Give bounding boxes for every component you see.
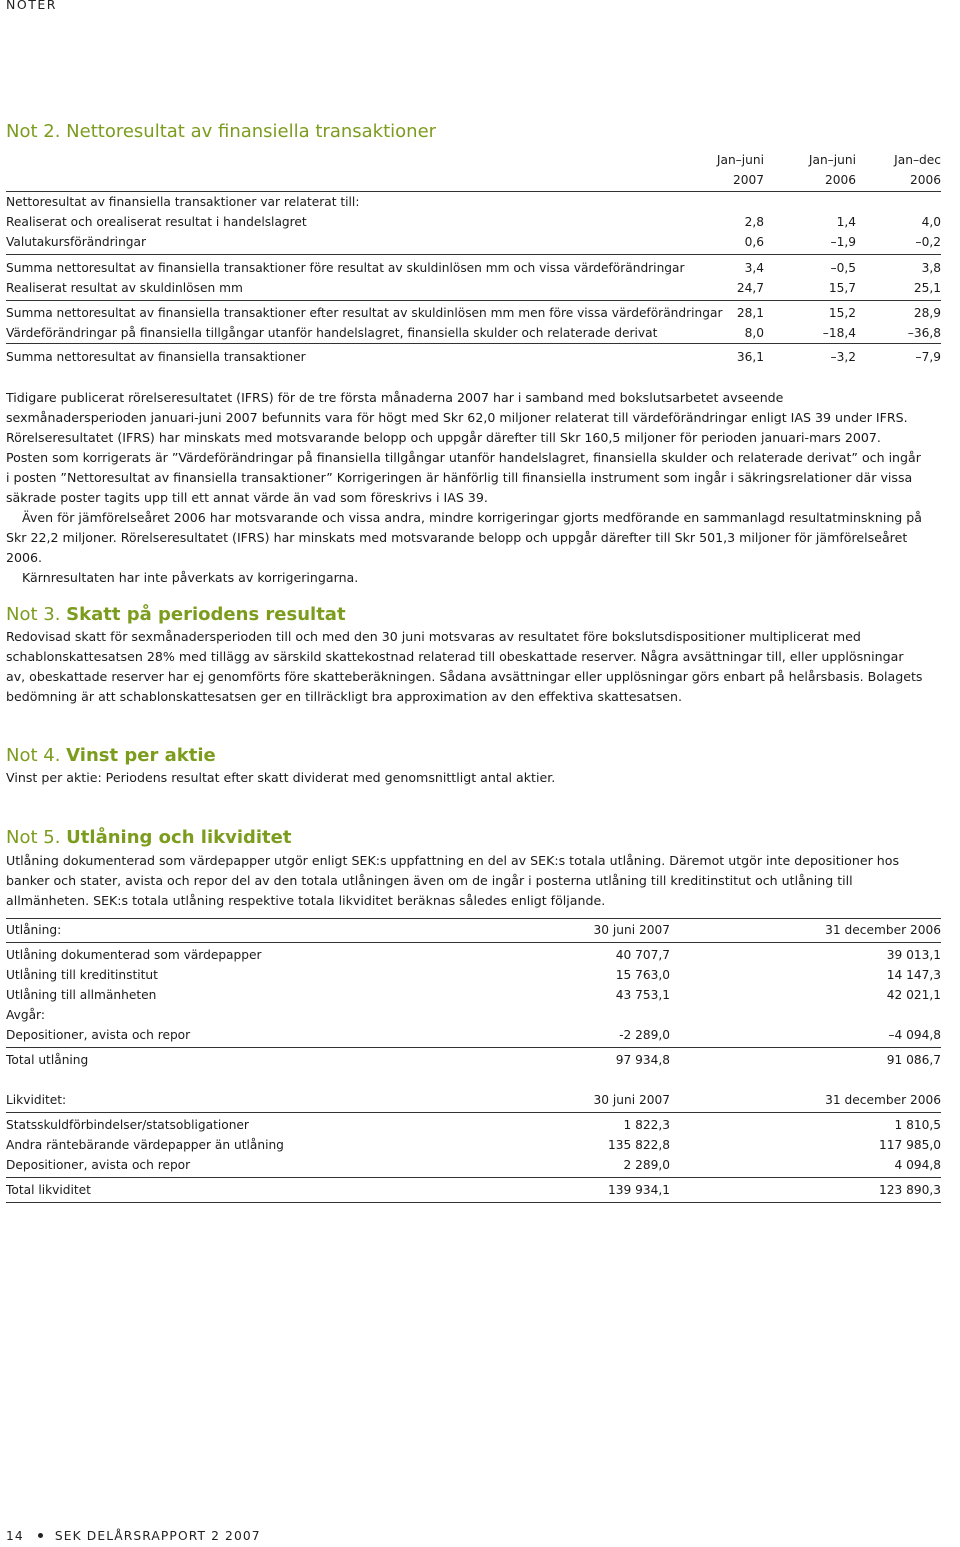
- note4-heading: [6, 745, 216, 766]
- table-cell: 4,0: [921, 215, 941, 229]
- note4-number: Not 4.: [6, 745, 61, 766]
- paragraph: Kärnresultaten har inte påverkats av korrigeringarna.: [22, 570, 359, 585]
- table-row-label: Utlåning dokumenterad som värdepapper: [6, 948, 262, 962]
- note2-title: Nettoresultat av finansiella transaktioner: [66, 121, 437, 142]
- note4-title: Vinst per aktie: [66, 745, 216, 766]
- intro-row: Nettoresultat av finansiella transaktioner var relaterat till:: [6, 195, 360, 209]
- table-cell: 135 822,8: [607, 1138, 670, 1152]
- table-rule: [6, 1202, 941, 1203]
- note5-number: Not 5.: [6, 827, 61, 848]
- table-cell: –4 094,8: [888, 1028, 941, 1042]
- note4-text: [6, 768, 924, 788]
- note3-number: Not 3.: [6, 604, 61, 625]
- table-cell: 14 147,3: [886, 968, 941, 982]
- table-rule: [6, 191, 941, 192]
- bullet-icon: [38, 1533, 43, 1538]
- table-rule: [6, 942, 941, 943]
- table-rule: [6, 918, 941, 919]
- table-cell: 28,9: [913, 306, 941, 320]
- page-footer: [6, 1529, 261, 1543]
- paragraph: Utlåning dokumenterad som värdepapper utgör enligt SEK:s uppfattning en del av SEK:s totala utlåning. Däremot utgör inte depositioner hos banker och stater, avista och repor del av den totala utlåningen även om de ingår i posterna utlåning till kreditinstitut och utlåning till allmänheten. SEK:s totala utlåning respektive totala likviditet beräknas således enligt följande.: [6, 853, 899, 908]
- liquidity-header-col1: 30 juni 2007: [593, 1093, 670, 1107]
- note2-number: Not 2.: [6, 121, 61, 142]
- paragraph: Även för jämförelseåret 2006 har motsvarande och vissa andra, mindre korrigeringar gjorts medförande en sammanlagd resultatminskning på Skr 22,2 miljoner. Rörelseresultatet (IFRS) har minskats med motsvarande belopp och uppgår därefter till Skr 501,3 miljoner för jämförelseåret 2006.: [6, 510, 923, 565]
- table-cell: 40 707,7: [615, 948, 670, 962]
- table-row-label: Värdeförändringar på finansiella tillgångar utanför handelslagret, finansiella skulder och relaterade derivat: [6, 326, 658, 340]
- table-cell: 0,6: [744, 235, 764, 249]
- note5-text: [6, 851, 924, 911]
- table-cell: 1 810,5: [894, 1118, 941, 1132]
- liquidity-header-label: Likviditet:: [6, 1093, 67, 1107]
- table-row-label: Avgår:: [6, 1008, 45, 1022]
- table-cell: –3,2: [830, 350, 856, 364]
- table-row-label: Utlåning till allmänheten: [6, 988, 157, 1002]
- table-cell: 2,8: [744, 215, 764, 229]
- note3-text: [6, 627, 924, 707]
- table-cell: 4 094,8: [894, 1158, 941, 1172]
- table-cell: 91 086,7: [886, 1053, 941, 1067]
- table-cell: 117 985,0: [878, 1138, 941, 1152]
- table-row-label: Summa nettoresultat av finansiella transaktioner efter resultat av skuldinlösen mm men före vissa värdeförändringar: [6, 306, 723, 320]
- table-row-label: Depositioner, avista och repor: [6, 1158, 191, 1172]
- table-cell: –7,9: [915, 350, 941, 364]
- table-row-label: Realiserat resultat av skuldinlösen mm: [6, 281, 243, 295]
- table-row-label: Statsskuldförbindelser/statsobligationer: [6, 1118, 249, 1132]
- table-rule: [6, 300, 941, 301]
- table-row-label: Depositioner, avista och repor: [6, 1028, 191, 1042]
- table-cell: 15 763,0: [615, 968, 670, 982]
- document-title: SEK DELÅRSRAPPORT 2 2007: [54, 1529, 261, 1543]
- table-cell: 43 753,1: [615, 988, 670, 1002]
- table-cell: 36,1: [736, 350, 764, 364]
- paragraph: Tidigare publicerat rörelseresultatet (IFRS) för de tre första månaderna 2007 har i samband med bokslutsarbetet avseende sexmånadersperioden januari-juni 2007 befunnits vara för högt med Skr 62,0 miljoner relaterat till värdeförändringar enligt IAS 39 under IFRS. Rörelseresultatet (IFRS) har minskats med motsvarande belopp och uppgår därefter till Skr 160,5 miljoner för perioden januari-mars 2007. Posten som korrigerats är ”Värdeförändringar på finansiella tillgångar utanför handelslagret, finansiella skulder och relaterade derivat” och ingår i posten ”Nettoresultat av finansiella transaktioner” Korrigeringen är hänförlig till finansiella instrument som ingår i säkringsrelationer där vissa säkrade poster tagits upp till ett annat värde än vad som föreskrivs i IAS 39.: [6, 390, 921, 505]
- table-row-label: Utlåning till kreditinstitut: [6, 968, 158, 982]
- table-cell: –36,8: [907, 326, 941, 340]
- note3-title: Skatt på periodens resultat: [66, 604, 346, 625]
- table-cell: 97 934,8: [615, 1053, 670, 1067]
- table-cell: 24,7: [736, 281, 764, 295]
- table-cell: -2 289,0: [619, 1028, 670, 1042]
- table-cell: 15,7: [828, 281, 856, 295]
- table-cell: 1,4: [836, 215, 856, 229]
- table-cell: –1,9: [830, 235, 856, 249]
- note2-text: [6, 388, 924, 588]
- page-number: 14: [6, 1529, 24, 1543]
- table-row-label: Summa nettoresultat av finansiella transaktioner: [6, 350, 306, 364]
- table-cell: 15,2: [828, 306, 856, 320]
- note2-heading: [6, 121, 436, 142]
- table-cell: 25,1: [913, 281, 941, 295]
- table-cell: 8,0: [744, 326, 764, 340]
- table-rule: [6, 1047, 941, 1048]
- table-cell: 1 822,3: [623, 1118, 670, 1132]
- table-cell: 3,8: [921, 261, 941, 275]
- table-cell: –0,5: [830, 261, 856, 275]
- note5-heading: [6, 827, 291, 848]
- table-cell: 42 021,1: [886, 988, 941, 1002]
- table-cell: –0,2: [915, 235, 941, 249]
- lending-header-label: Utlåning:: [6, 923, 62, 937]
- total-row-label: Total utlåning: [6, 1053, 89, 1067]
- table-cell: –18,4: [822, 326, 856, 340]
- table-rule: [6, 1112, 941, 1113]
- table-cell: 123 890,3: [878, 1183, 941, 1197]
- table-rule: [6, 254, 941, 255]
- table-cell: 2 289,0: [623, 1158, 670, 1172]
- table-rule: [6, 343, 941, 344]
- table-rule: [6, 1177, 941, 1178]
- table-cell: 39 013,1: [886, 948, 941, 962]
- table-row-label: Realiserat och orealiserat resultat i handelslagret: [6, 215, 307, 229]
- col1-header: Jan–juni 2007: [716, 153, 764, 187]
- total-row-label: Total likviditet: [6, 1183, 91, 1197]
- lending-header-col2: 31 december 2006: [825, 923, 941, 937]
- table-row-label: Valutakursförändringar: [6, 235, 147, 249]
- table-row-label: Andra räntebärande värdepapper än utlåning: [6, 1138, 284, 1152]
- note5-title: Utlåning och likviditet: [66, 827, 292, 848]
- paragraph: Redovisad skatt för sexmånadersperioden till och med den 30 juni motsvaras av resultatet före bokslutsdispositioner multiplicerat med schablonskattesatsen 28% med tillägg av särskild skattekostnad relaterad till obeskattade reserver. Några avsättningar till, eller upplösningar av, obeskattade reserver har ej genomförts före skatteberäkningen. Sådana avsättningar eller upplösningar görs enbart på helårsbasis. Bolagets bedömning är att schablonskattesatsen ger en tillräckligt bra approximation av den effektiva skattesatsen.: [6, 629, 923, 704]
- section-header: NOTER: [6, 0, 57, 12]
- note3-heading: [6, 604, 346, 625]
- table-cell: 28,1: [736, 306, 764, 320]
- table-cell: 139 934,1: [607, 1183, 670, 1197]
- col3-header: Jan–dec 2006: [894, 153, 941, 187]
- col2-header: Jan–juni 2006: [808, 153, 856, 187]
- paragraph: Vinst per aktie: Periodens resultat efter skatt dividerat med genomsnittligt antal aktier.: [6, 770, 556, 785]
- table-row-label: Summa nettoresultat av finansiella transaktioner före resultat av skuldinlösen mm och vissa värdeförändringar: [6, 261, 685, 275]
- liquidity-header-col2: 31 december 2006: [825, 1093, 941, 1107]
- table-cell: 3,4: [744, 261, 764, 275]
- lending-header-col1: 30 juni 2007: [593, 923, 670, 937]
